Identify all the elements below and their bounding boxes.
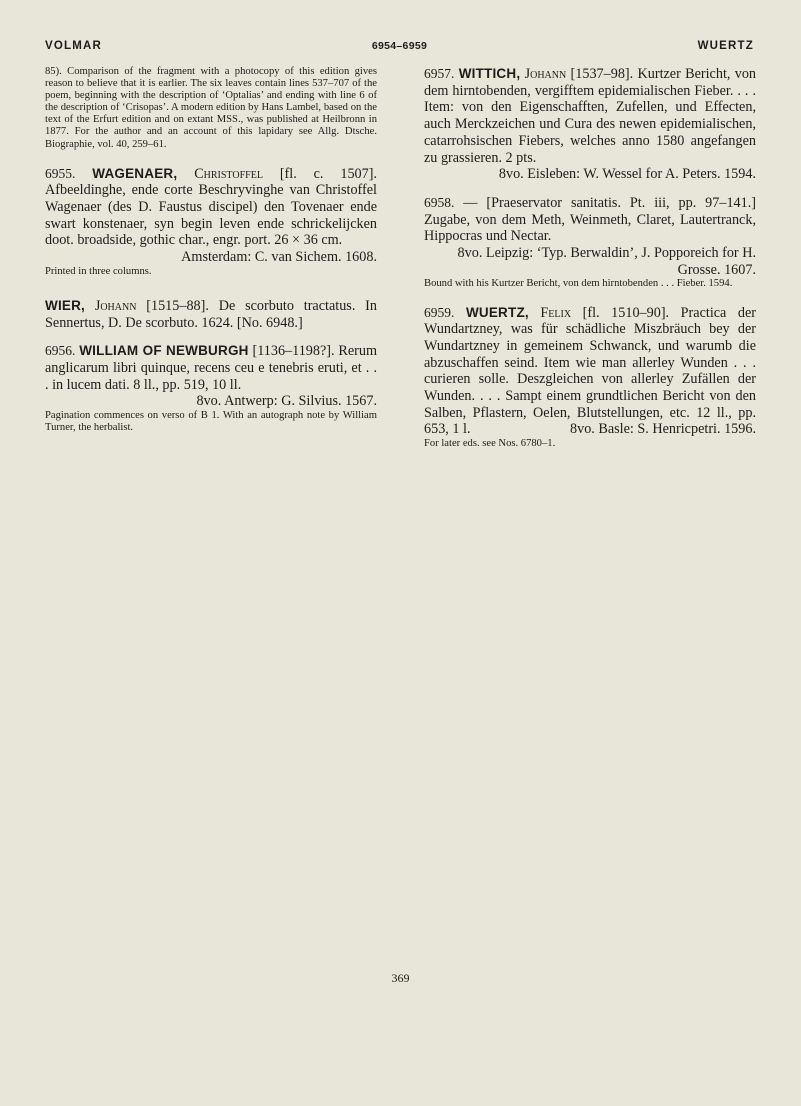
entry-6959-note: For later eds. see Nos. 6780–1.: [424, 438, 556, 450]
entry-imprint: Amsterdam: C. van Sichem. 1608.: [181, 249, 377, 266]
entry-imprint: 8vo. Eisleben: W. Wessel for A. Peters. 1594.: [498, 166, 756, 183]
entry-name: WILLIAM OF NEWBURGH: [79, 343, 249, 359]
entry-6955-note: Printed in three columns.: [45, 265, 152, 277]
page-number: 369: [391, 971, 410, 985]
entry-imprint: 8vo. Basle: S. Henricpetri. 1596.: [570, 421, 756, 438]
entry-name: WAGENAER,: [92, 165, 178, 181]
running-head-right: WUERTZ: [697, 40, 754, 52]
entry-forename: Felix: [540, 304, 572, 321]
entry-6958: [424, 195, 756, 291]
entry-wier-text: [45, 298, 377, 331]
entry-wier: [45, 298, 377, 331]
entry-forename: Christoffel: [194, 165, 263, 182]
running-head-left: VOLMAR: [45, 40, 103, 52]
entry-body: [1537–98]. Kurtzer Bericht, von dem hirntobenden, vergifftem epidemialischen Fieber. . . . Item: von den Eigenschafften, Zufellen, und Effecten, auch Merckzeichen und Cura des newen epidemialischen, catarrohsischen Fiebers, welches anno 1580 angefangen zu grassieren. 2 pts.: [424, 66, 757, 166]
entry-body: [1136–1198?]. Rerum anglicarum libri quinque, recens ceu e tenebris eruti, et . . . in lucem dati. 8 ll., pp. 519, 10 ll.: [45, 343, 378, 393]
entry-6956: [45, 343, 377, 434]
entry-name: WUERTZ,: [465, 304, 529, 320]
right-column: [424, 66, 756, 450]
entry-body: — [Praeservator sanitatis. Pt. iii, pp. 97–141.] Zugabe, von dem Meth, Weinmeth, Claret, Lautertranck, Hippocras und Nectar.: [424, 194, 756, 245]
entry-6959: [424, 305, 756, 451]
entry-number: 6959.: [424, 304, 455, 320]
entry-number: 6958.: [424, 194, 455, 210]
entry-name: WIER,: [45, 297, 85, 313]
entry-6955-text: [45, 166, 377, 266]
entry-6959-text: [424, 305, 756, 439]
entry-6957: [424, 66, 756, 183]
entry-number: 6957.: [424, 66, 455, 81]
entry-forename: Johann: [524, 66, 567, 82]
entry-number: 6955.: [45, 165, 76, 181]
continued-note: 85). Comparison of the fragment with a photocopy of this edition gives reason to believe that it is earlier. The six leaves contain lines 537–707 of the poem, beginning with the description of ‘Optalias’ and ending with line 6 of the description of ‘Crisopas’. A modern edition by Hans Lambel, based on the text of the Erfurt edition and on extant MSS., was published at Heilbronn in 1877. For the author and an account of this lapidary see Allg. Dtsche. Biographie, vol. 40, 259–61.: [45, 66, 377, 150]
entry-imprint: 8vo. Antwerp: G. Silvius. 1567.: [196, 393, 377, 410]
entry-6956-text: [45, 343, 377, 410]
entry-body: [1515–88]. De scorbuto tractatus. In Sennertus, D. De scorbuto. 1624. [No. 6948.]: [45, 297, 377, 331]
entry-6958-text: [424, 195, 756, 279]
running-head: [45, 40, 754, 56]
entry-number: 6956.: [45, 343, 76, 359]
entry-imprint: 8vo. Leipzig: ‘Typ. Berwaldin’, J. Popporeich for H. Grosse. 1607.: [457, 245, 756, 278]
entry-name: WITTICH,: [458, 66, 521, 81]
entry-forename: Johann: [94, 297, 137, 314]
entry-body: [fl. 1510–90]. Practica der Wundartzney, was für schädliche Miszbräuch bey der Wundartzney in gemeinem Schwanck, und warumb die abzuschaffen seind. Item wie man allerley Wunden . . . curieren solle. Deszgleichen von allerley Zufällen der Wunden. . . . Sampt einem grundtlichen Bericht von den Salben, Pflastern, Oelen, Blutstellungen, etc. 12 ll., pp. 653, 1 l.: [424, 304, 757, 438]
left-column: [45, 66, 377, 434]
running-head-entry-range: 6954–6959: [371, 40, 428, 52]
entry-6958-note: Bound with his Kurtzer Bericht, von dem hirntobenden . . . Fieber. 1594.: [424, 278, 733, 290]
entry-6956-note: Pagination commences on verso of B 1. With an autograph note by William Turner, the herbalist.: [45, 410, 377, 434]
entry-body: [fl. c. 1507]. Afbeeldinghe, ende corte Beschryvinghe van Christoffel Wagenaer (des D. Faustus discipel) den Tovenaer ende swart konstenaer, syn begin leven ende schrickelijcken doot. broadside, gothic char., engr. port. 26 × 36 cm.: [45, 165, 377, 249]
entry-6955: [45, 166, 377, 278]
entry-6957-text: [424, 66, 756, 183]
